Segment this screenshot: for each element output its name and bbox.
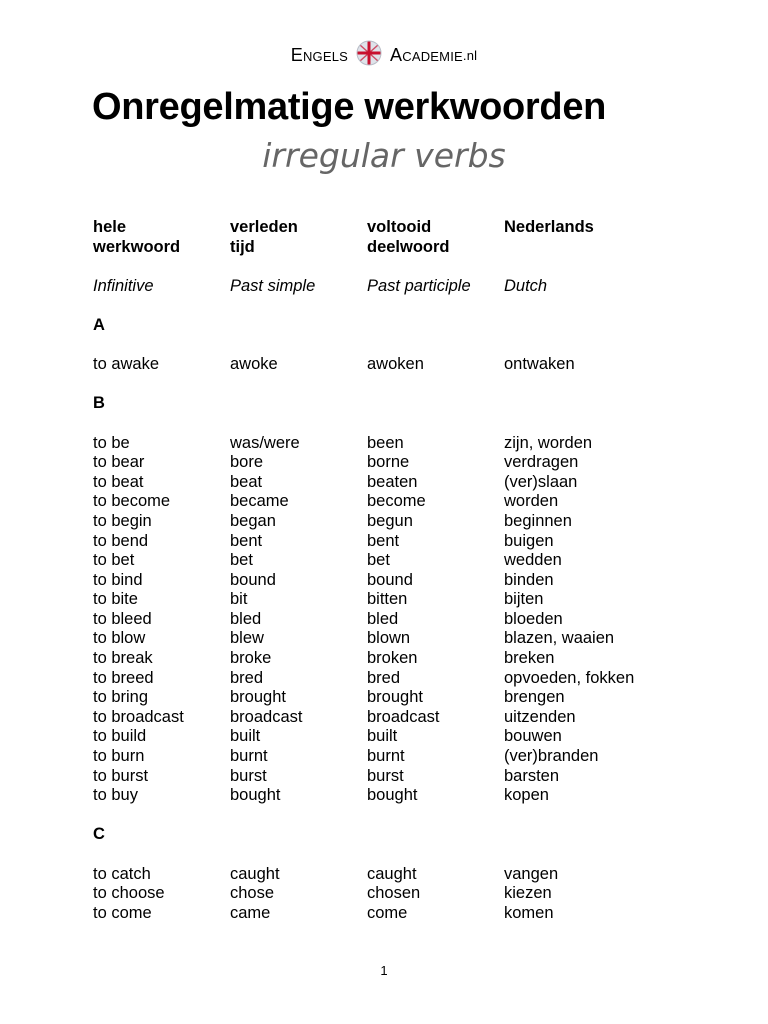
verb-past-participle: broadcast [367,707,440,726]
verb-past-simple: became [230,492,289,511]
verb-past-simple: awoke [230,355,278,374]
verb-past-participle: bled [367,609,399,628]
spacer [93,257,693,277]
union-jack-icon [349,40,389,66]
verb-infinitive: to burn [93,747,145,766]
verb-past-participle: bitten [367,590,408,609]
verb-infinitive: to broadcast [93,707,184,726]
page-number: 1 [380,963,388,978]
verb-dutch: breken [504,649,555,668]
verb-past-participle: built [367,727,398,746]
verb-dutch: ontwaken [504,355,575,374]
verb-dutch: (ver)slaan [504,472,578,491]
verb-row [93,629,693,649]
spacer [93,336,693,356]
verb-dutch: vangen [504,864,559,883]
verb-row [93,355,693,375]
verb-row [93,865,693,885]
verb-past-participle: been [367,433,404,452]
verb-dutch: kiezen [504,884,552,903]
english-header-infinitive: Infinitive [93,276,154,295]
spacer [93,845,693,865]
verb-past-simple: burst [230,766,267,785]
section-letter-label: B [93,394,105,413]
verb-past-simple: bit [230,590,248,609]
header-infinitive: hele [93,218,127,236]
verb-infinitive: to become [93,492,171,511]
verb-row [93,532,693,552]
verb-row [93,512,693,532]
section-letter-label: A [93,315,105,334]
verb-past-simple: bent [230,531,263,550]
header-past-simple: verleden [230,218,298,236]
verb-infinitive: to bring [93,688,149,707]
verb-dutch: bouwen [504,727,562,746]
verb-row [93,767,693,787]
verb-past-simple: burnt [230,747,268,766]
verb-past-simple: broadcast [230,707,303,726]
header-past-participle: voltooid [367,218,432,236]
verb-dutch: wedden [504,551,562,570]
verb-dutch: bijten [504,590,544,609]
verb-past-simple: bore [230,453,264,472]
verb-infinitive: to awake [93,355,160,374]
spacer [93,375,693,395]
section-letter [93,316,693,336]
spacer [93,806,693,826]
verb-infinitive: to burst [93,766,149,785]
verb-past-participle: borne [367,453,410,472]
verb-row [93,590,693,610]
section-letter-label: C [93,825,105,844]
verb-past-participle: come [367,903,408,922]
verb-past-participle: bred [367,668,401,687]
verb-past-simple: bled [230,609,262,628]
verb-past-participle: become [367,492,426,511]
verb-infinitive: to build [93,727,147,746]
verb-infinitive: to blow [93,629,146,648]
verb-dutch: zijn, worden [504,433,593,452]
verb-row [93,708,693,728]
verb-infinitive: to buy [93,786,138,805]
section-letter [93,825,693,845]
verb-infinitive: to choose [93,884,165,903]
verb-row [93,727,693,747]
header-infinitive: werkwoord [93,237,181,256]
verb-past-participle: beaten [367,472,418,491]
header-past-participle: deelwoord [367,237,450,256]
verb-past-participle: blown [367,629,411,648]
verb-infinitive: to come [93,903,152,922]
site-logo [0,42,768,68]
section-letter [93,394,693,414]
verb-past-simple: chose [230,884,275,903]
header-dutch: Nederlands [504,218,594,236]
verb-dutch: buigen [504,531,554,550]
verb-dutch: bloeden [504,609,563,628]
verb-row [93,669,693,689]
verb-infinitive: to be [93,433,130,452]
verb-row [93,884,693,904]
verb-infinitive: to bear [93,453,145,472]
verb-infinitive: to break [93,649,153,668]
logo-text-engels: Engels [290,44,349,65]
verb-past-simple: broke [230,649,272,668]
verb-past-simple: blew [230,629,264,648]
verb-past-simple: came [230,903,271,922]
verb-past-simple: caught [230,864,280,883]
verb-infinitive: to breed [93,668,154,687]
verb-past-simple: bought [230,786,281,805]
english-header-row [93,277,693,297]
verb-dutch: beginnen [504,511,572,530]
verb-dutch: (ver)branden [504,747,599,766]
verb-table [93,218,693,923]
verb-dutch: verdragen [504,453,579,472]
verb-row [93,610,693,630]
verb-dutch: kopen [504,786,549,805]
header-dutch [504,238,684,258]
english-header-past-simple: Past simple [230,276,316,295]
spacer [93,414,693,434]
verb-infinitive: to bend [93,531,149,550]
verb-past-participle: broken [367,649,418,668]
verb-past-participle: burnt [367,747,405,766]
verb-row [93,904,693,924]
verb-row [93,473,693,493]
header-past-simple: tijd [230,237,255,256]
verb-past-participle: chosen [367,884,421,903]
verb-past-simple: brought [230,688,286,707]
header-row [93,238,693,258]
verb-infinitive: to catch [93,864,151,883]
verb-row [93,453,693,473]
verb-past-simple: beat [230,472,263,491]
verb-dutch: worden [504,492,559,511]
verb-dutch: komen [504,903,554,922]
verb-past-participle: bound [367,570,413,589]
verb-past-participle: burst [367,766,404,785]
verb-past-participle: bought [367,786,418,805]
verb-dutch: uitzenden [504,707,576,726]
verb-dutch: barsten [504,766,560,785]
verb-row [93,649,693,669]
verb-row [93,786,693,806]
verb-row [93,747,693,767]
verb-infinitive: to beat [93,472,144,491]
verb-dutch: blazen, waaien [504,629,615,648]
verb-infinitive: to bet [93,551,135,570]
logo-text-tld: .nl [462,47,478,63]
english-header-dutch: Dutch [504,276,548,295]
verb-past-participle: caught [367,864,417,883]
logo-text-academie: Academie [390,44,463,65]
verb-infinitive: to begin [93,511,152,530]
page-subtitle: irregular verbs [262,136,506,175]
verb-row [93,551,693,571]
english-header-past-participle: Past participle [367,276,471,295]
verb-infinitive: to bite [93,590,138,609]
verb-row [93,571,693,591]
page-title: Onregelmatige werkwoorden [92,86,607,128]
verb-past-simple: was/were [230,433,300,452]
verb-past-simple: bred [230,668,264,687]
verb-row [93,688,693,708]
verb-dutch: opvoeden, fokken [504,668,635,687]
verb-past-participle: begun [367,511,413,530]
verb-past-simple: bound [230,570,276,589]
verb-row [93,434,693,454]
verb-infinitive: to bleed [93,609,152,628]
spacer [93,296,693,316]
verb-past-simple: built [230,727,261,746]
verb-row [93,492,693,512]
verb-dutch: binden [504,570,554,589]
verb-past-participle: bent [367,531,400,550]
verb-past-simple: began [230,511,276,530]
header-row [93,218,693,238]
verb-past-participle: bet [367,551,390,570]
verb-dutch: brengen [504,688,565,707]
verb-infinitive: to bind [93,570,143,589]
verb-past-participle: awoken [367,355,424,374]
verb-past-simple: bet [230,551,253,570]
verb-past-participle: brought [367,688,423,707]
